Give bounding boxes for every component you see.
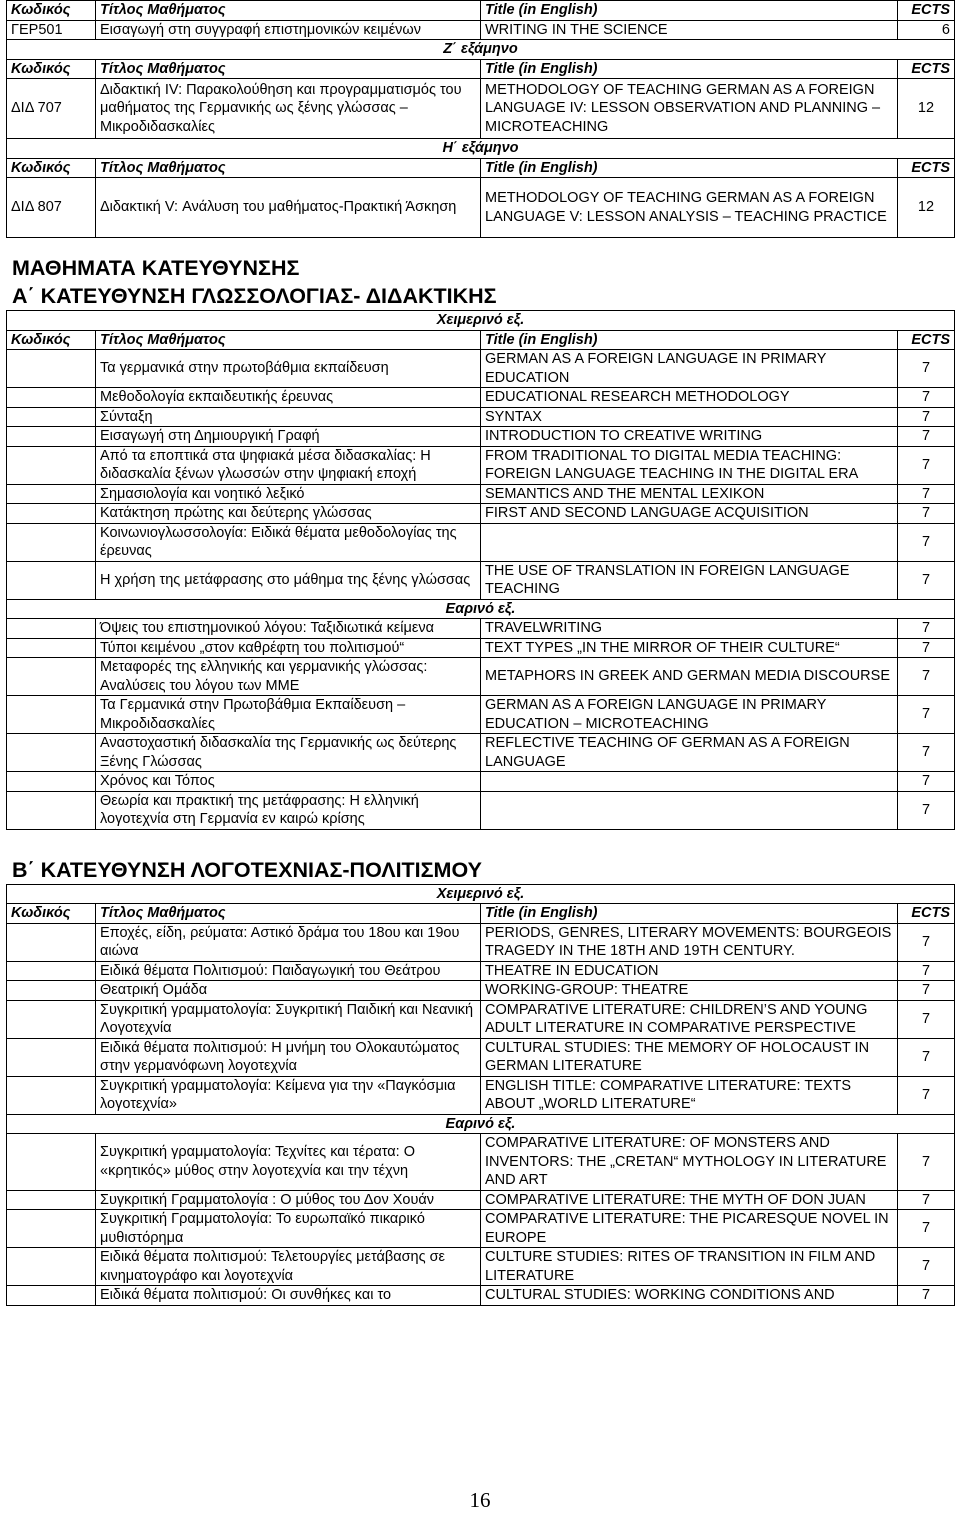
course-code: ΔΙΔ 807 xyxy=(7,178,96,238)
course-title-en: GERMAN AS A FOREIGN LANGUAGE IN PRIMARY EDUCATION xyxy=(481,350,898,388)
course-title-en: THE USE OF TRANSLATION IN FOREIGN LANGUAGE TEACHING xyxy=(481,561,898,599)
course-title-gr: Η χρήση της μετάφρασης στο μάθημα της ξένης γλώσσας xyxy=(96,561,481,599)
course-code xyxy=(7,484,96,504)
course-title-gr: Συγκριτική γραμματολογία: Τεχνίτες και τέρατα: Ο «κρητικός» μύθος στην λογοτεχνία και την τέχνη xyxy=(96,1134,481,1191)
course-code xyxy=(7,1038,96,1076)
course-ects: 7 xyxy=(898,1210,955,1248)
course-title-en: SYNTAX xyxy=(481,407,898,427)
course-title-gr: Συγκριτική Γραμματολογία: Το ευρωπαϊκό πικαρικό μυθιστόρημα xyxy=(96,1210,481,1248)
course-title-gr: Συγκριτική Γραμματολογία : Ο μύθος του Δον Χουάν xyxy=(96,1190,481,1210)
table-row xyxy=(7,1248,955,1286)
header-code: Κωδικός xyxy=(7,59,96,79)
course-ects: 7 xyxy=(898,446,955,484)
course-title-en: ENGLISH TITLE: COMPARATIVE LITERATURE: TEXTS ABOUT „WORLD LITERATURE“ xyxy=(481,1076,898,1114)
course-code xyxy=(7,504,96,524)
course-title-gr: Αναστοχαστική διδασκαλία της Γερμανικής ως δεύτερης Ξένης Γλώσσας xyxy=(96,734,481,772)
table-row xyxy=(7,1286,955,1306)
semester-label: Η΄ εξάμηνο xyxy=(7,139,955,159)
course-code xyxy=(7,407,96,427)
course-ects: 7 xyxy=(898,1038,955,1076)
course-title-gr: Ειδικά θέματα πολιτισμού: Η μνήμη του Ολοκαυτώματος στην γερμανόφωνη λογοτεχνία xyxy=(96,1038,481,1076)
track-b-title: Β΄ ΚΑΤΕΥΘΥΝΣΗ ΛΟΓΟΤΕΧΝΙΑΣ-ΠΟΛΙΤΙΣΜΟΥ xyxy=(12,857,482,882)
track-b-table xyxy=(6,884,955,1306)
table-row xyxy=(7,961,955,981)
header-title-gr: Τίτλος Μαθήματος xyxy=(96,158,481,178)
course-title-en: SEMANTICS AND THE MENTAL LEXIKON xyxy=(481,484,898,504)
course-code xyxy=(7,1076,96,1114)
course-title-gr: Κοινωνιογλωσσολογία: Ειδικά θέματα μεθοδολογίας της έρευνας xyxy=(96,523,481,561)
table-row xyxy=(7,388,955,408)
course-code xyxy=(7,923,96,961)
course-title-gr: Εποχές, είδη, ρεύματα: Αστικό δράμα του 18ου και 19ου αιώνα xyxy=(96,923,481,961)
course-title-gr: Τα Γερμανικά στην Πρωτοβάθμια Εκπαίδευση – Μικροδιδασκαλίες xyxy=(96,696,481,734)
semester-row xyxy=(7,40,955,60)
page-number: 16 xyxy=(469,1488,491,1512)
course-ects: 7 xyxy=(898,638,955,658)
header-code: Κωδικός xyxy=(7,158,96,178)
table-row xyxy=(7,791,955,829)
header-ects: ECTS xyxy=(898,904,955,924)
course-title-en xyxy=(481,772,898,792)
course-title-en: REFLECTIVE TEACHING OF GERMAN AS A FOREIGN LANGUAGE xyxy=(481,734,898,772)
course-code xyxy=(7,1286,96,1306)
header-title-en: Title (in English) xyxy=(481,904,898,924)
header-title-en: Title (in English) xyxy=(481,59,898,79)
header-ects: ECTS xyxy=(898,59,955,79)
course-title-en: CULTURE STUDIES: RITES OF TRANSITION IN FILM AND LITERATURE xyxy=(481,1248,898,1286)
course-ects: 12 xyxy=(898,79,955,139)
course-ects: 7 xyxy=(898,1134,955,1191)
course-code xyxy=(7,696,96,734)
track-b-winter-rows xyxy=(7,923,955,1114)
course-code xyxy=(7,772,96,792)
table-row xyxy=(7,1000,955,1038)
course-code xyxy=(7,1134,96,1191)
course-ects: 7 xyxy=(898,658,955,696)
course-title-en: METAPHORS IN GREEK AND GERMAN MEDIA DISCOURSE xyxy=(481,658,898,696)
spring-label: Εαρινό εξ. xyxy=(7,599,955,619)
table-header-row xyxy=(7,1,955,21)
semester-row xyxy=(7,884,955,904)
course-title-gr: Θεατρική Ομάδα xyxy=(96,981,481,1001)
course-title-gr: Συγκριτική γραμματολογία: Κείμενα για την «Παγκόσμια λογοτεχνία» xyxy=(96,1076,481,1114)
table-row xyxy=(7,178,955,238)
course-ects: 7 xyxy=(898,734,955,772)
course-title-en xyxy=(481,523,898,561)
course-ects: 7 xyxy=(898,619,955,639)
course-ects: 12 xyxy=(898,178,955,238)
table-row xyxy=(7,561,955,599)
course-ects: 7 xyxy=(898,923,955,961)
course-code xyxy=(7,427,96,447)
course-code xyxy=(7,981,96,1001)
course-title-gr: Από τα εποπτικά στα ψηφιακά μέσα διδασκαλίας: Η διδασκαλία ξένων γλωσσών στην ψηφιακή εποχή xyxy=(96,446,481,484)
course-title-en: TEXT TYPES „IN THE MIRROR OF THEIR CULTURE“ xyxy=(481,638,898,658)
winter-label: Χειμερινό εξ. xyxy=(7,884,955,904)
course-code xyxy=(7,658,96,696)
course-code xyxy=(7,961,96,981)
table-row xyxy=(7,981,955,1001)
semester-row xyxy=(7,599,955,619)
semester-row xyxy=(7,1114,955,1134)
course-title-gr: Διδακτική V: Ανάλυση του μαθήματος-Πρακτική Άσκηση xyxy=(96,178,481,238)
course-title-gr: Ειδικά θέματα Πολιτισμού: Παιδαγωγική του Θεάτρου xyxy=(96,961,481,981)
course-ects: 7 xyxy=(898,504,955,524)
semester-row xyxy=(7,311,955,331)
table-row xyxy=(7,619,955,639)
table-row xyxy=(7,772,955,792)
course-title-gr: Εισαγωγή στη Δημιουργική Γραφή xyxy=(96,427,481,447)
table-row xyxy=(7,484,955,504)
course-code xyxy=(7,350,96,388)
course-title-gr: Θεωρία και πρακτική της μετάφρασης: Η ελληνική λογοτεχνία στη Γερμανία εν καιρώ κρίσης xyxy=(96,791,481,829)
course-code xyxy=(7,619,96,639)
course-title-en: FROM TRADITIONAL TO DIGITAL MEDIA TEACHING: FOREIGN LANGUAGE TEACHING IN THE DIGITAL ERA xyxy=(481,446,898,484)
course-title-en: PERIODS, GENRES, LITERARY MOVEMENTS: BOURGEOIS TRAGEDY IN THE 18TH AND 19TH CENTURY. xyxy=(481,923,898,961)
course-code xyxy=(7,388,96,408)
course-ects: 7 xyxy=(898,961,955,981)
table-row xyxy=(7,20,955,40)
table-row xyxy=(7,1190,955,1210)
course-title-en: CULTURAL STUDIES: WORKING CONDITIONS AND xyxy=(481,1286,898,1306)
semester-row xyxy=(7,139,955,159)
course-title-gr: Διδακτική IV: Παρακολούθηση και προγραμματισμός του μαθήματος της Γερμανικής ως ξένης γλώσσας – Μικροδιδασκαλίες xyxy=(96,79,481,139)
table-row xyxy=(7,638,955,658)
table-row xyxy=(7,79,955,139)
course-title-gr: Σημασιολογία και νοητικό λεξικό xyxy=(96,484,481,504)
table-header-row xyxy=(7,330,955,350)
top-course-table xyxy=(6,0,955,238)
table-row xyxy=(7,1134,955,1191)
course-ects: 7 xyxy=(898,350,955,388)
table-row xyxy=(7,923,955,961)
course-title-en: FIRST AND SECOND LANGUAGE ACQUISITION xyxy=(481,504,898,524)
course-title-en: GERMAN AS A FOREIGN LANGUAGE IN PRIMARY EDUCATION – MICROTEACHING xyxy=(481,696,898,734)
header-code: Κωδικός xyxy=(7,904,96,924)
course-ects: 6 xyxy=(898,20,955,40)
header-title-en: Title (in English) xyxy=(481,330,898,350)
course-ects: 7 xyxy=(898,981,955,1001)
table-row xyxy=(7,427,955,447)
course-code: ΔΙΔ 707 xyxy=(7,79,96,139)
winter-label: Χειμερινό εξ. xyxy=(7,311,955,331)
header-ects: ECTS xyxy=(898,1,955,21)
course-title-en: COMPARATIVE LITERATURE: CHILDREN’S AND YOUNG ADULT LITERATURE IN COMPARATIVE PERSPECTIVE xyxy=(481,1000,898,1038)
table-row xyxy=(7,350,955,388)
course-title-gr: Ειδικά θέματα πολιτισμού: Οι συνθήκες και το xyxy=(96,1286,481,1306)
table-row xyxy=(7,1076,955,1114)
table-row xyxy=(7,658,955,696)
course-code xyxy=(7,1248,96,1286)
course-code xyxy=(7,791,96,829)
course-title-en: METHODOLOGY OF TEACHING GERMAN AS A FOREIGN LANGUAGE IV: LESSON OBSERVATION AND PLANNING – MICROTEACHING xyxy=(481,79,898,139)
course-ects: 7 xyxy=(898,427,955,447)
header-code: Κωδικός xyxy=(7,330,96,350)
course-title-gr: Χρόνος και Τόπος xyxy=(96,772,481,792)
course-title-en: COMPARATIVE LITERATURE: OF MONSTERS AND INVENTORS: THE „CRETAN“ MYTHOLOGY IN LITERATURE AND ART xyxy=(481,1134,898,1191)
course-title-en xyxy=(481,791,898,829)
course-title-gr: Σύνταξη xyxy=(96,407,481,427)
track-a-spring-rows xyxy=(7,619,955,830)
course-title-gr: Συγκριτική γραμματολογία: Συγκριτική Παιδική και Νεανική Λογοτεχνία xyxy=(96,1000,481,1038)
header-title-en: Title (in English) xyxy=(481,1,898,21)
course-title-gr: Τα γερμανικά στην πρωτοβάθμια εκπαίδευση xyxy=(96,350,481,388)
track-a-winter-rows xyxy=(7,350,955,600)
table-header-row xyxy=(7,158,955,178)
course-code xyxy=(7,734,96,772)
table-row xyxy=(7,1038,955,1076)
course-code xyxy=(7,1190,96,1210)
header-ects: ECTS xyxy=(898,330,955,350)
course-code xyxy=(7,1210,96,1248)
course-code xyxy=(7,638,96,658)
semester-label: Ζ΄ εξάμηνο xyxy=(7,40,955,60)
course-ects: 7 xyxy=(898,1190,955,1210)
course-ects: 7 xyxy=(898,1076,955,1114)
course-ects: 7 xyxy=(898,388,955,408)
header-ects: ECTS xyxy=(898,158,955,178)
course-ects: 7 xyxy=(898,523,955,561)
course-title-gr: Όψεις του επιστημονικού λόγου: Ταξιδιωτικά κείμενα xyxy=(96,619,481,639)
course-title-en: TRAVELWRITING xyxy=(481,619,898,639)
table-row xyxy=(7,407,955,427)
header-title-gr: Τίτλος Μαθήματος xyxy=(96,59,481,79)
course-title-gr: Ειδικά θέματα πολιτισμού: Τελετουργίες μετάβασης σε κινηματογράφο και λογοτεχνία xyxy=(96,1248,481,1286)
table-header-row xyxy=(7,59,955,79)
course-ects: 7 xyxy=(898,407,955,427)
header-title-gr: Τίτλος Μαθήματος xyxy=(96,1,481,21)
course-ects: 7 xyxy=(898,484,955,504)
course-title-en: EDUCATIONAL RESEARCH METHODOLOGY xyxy=(481,388,898,408)
table-row xyxy=(7,696,955,734)
header-title-en: Title (in English) xyxy=(481,158,898,178)
course-title-en: COMPARATIVE LITERATURE: THE MYTH OF DON JUAN xyxy=(481,1190,898,1210)
track-b-spring-rows xyxy=(7,1134,955,1306)
course-code xyxy=(7,561,96,599)
course-title-en: INTRODUCTION TO CREATIVE WRITING xyxy=(481,427,898,447)
table-header-row xyxy=(7,904,955,924)
header-title-gr: Τίτλος Μαθήματος xyxy=(96,330,481,350)
course-title-gr: Μεταφορές της ελληνικής και γερμανικής γλώσσας: Αναλύσεις του λόγου των ΜΜΕ xyxy=(96,658,481,696)
table-row xyxy=(7,446,955,484)
course-ects: 7 xyxy=(898,1000,955,1038)
course-title-en: THEATRE IN EDUCATION xyxy=(481,961,898,981)
course-title-en: CULTURAL STUDIES: THE MEMORY OF HOLOCAUST IN GERMAN LITERATURE xyxy=(481,1038,898,1076)
course-ects: 7 xyxy=(898,1286,955,1306)
course-title-gr: Κατάκτηση πρώτης και δεύτερης γλώσσας xyxy=(96,504,481,524)
course-code xyxy=(7,1000,96,1038)
table-row xyxy=(7,504,955,524)
course-code: ΓΕΡ501 xyxy=(7,20,96,40)
header-code: Κωδικός xyxy=(7,1,96,21)
table-row xyxy=(7,734,955,772)
course-code xyxy=(7,523,96,561)
table-row xyxy=(7,1210,955,1248)
table-row xyxy=(7,523,955,561)
course-title-gr: Εισαγωγή στη συγγραφή επιστημονικών κειμένων xyxy=(96,20,481,40)
course-title-gr: Τύποι κειμένου „στον καθρέφτη του πολιτισμού“ xyxy=(96,638,481,658)
track-a-title: Α΄ ΚΑΤΕΥΘΥΝΣΗ ΓΛΩΣΣΟΛΟΓΙΑΣ- ΔΙΔΑΚΤΙΚΗΣ xyxy=(12,284,497,308)
course-title-en: WRITING IN THE SCIENCE xyxy=(481,20,898,40)
course-ects: 7 xyxy=(898,1248,955,1286)
spring-label: Εαρινό εξ. xyxy=(7,1114,955,1134)
course-ects: 7 xyxy=(898,772,955,792)
course-title-en: COMPARATIVE LITERATURE: THE PICARESQUE NOVEL IN EUROPE xyxy=(481,1210,898,1248)
course-ects: 7 xyxy=(898,561,955,599)
section-title: ΜΑΘΗΜΑΤΑ ΚΑΤΕΥΘΥΝΣΗΣ xyxy=(12,256,300,280)
course-code xyxy=(7,446,96,484)
course-ects: 7 xyxy=(898,696,955,734)
course-title-en: METHODOLOGY OF TEACHING GERMAN AS A FOREIGN LANGUAGE V: LESSON ANALYSIS – TEACHING PRACTICE xyxy=(481,178,898,238)
course-title-gr: Μεθοδολογία εκπαιδευτικής έρευνας xyxy=(96,388,481,408)
course-title-en: WORKING-GROUP: THEATRE xyxy=(481,981,898,1001)
course-ects: 7 xyxy=(898,791,955,829)
header-title-gr: Τίτλος Μαθήματος xyxy=(96,904,481,924)
track-a-table xyxy=(6,310,955,830)
